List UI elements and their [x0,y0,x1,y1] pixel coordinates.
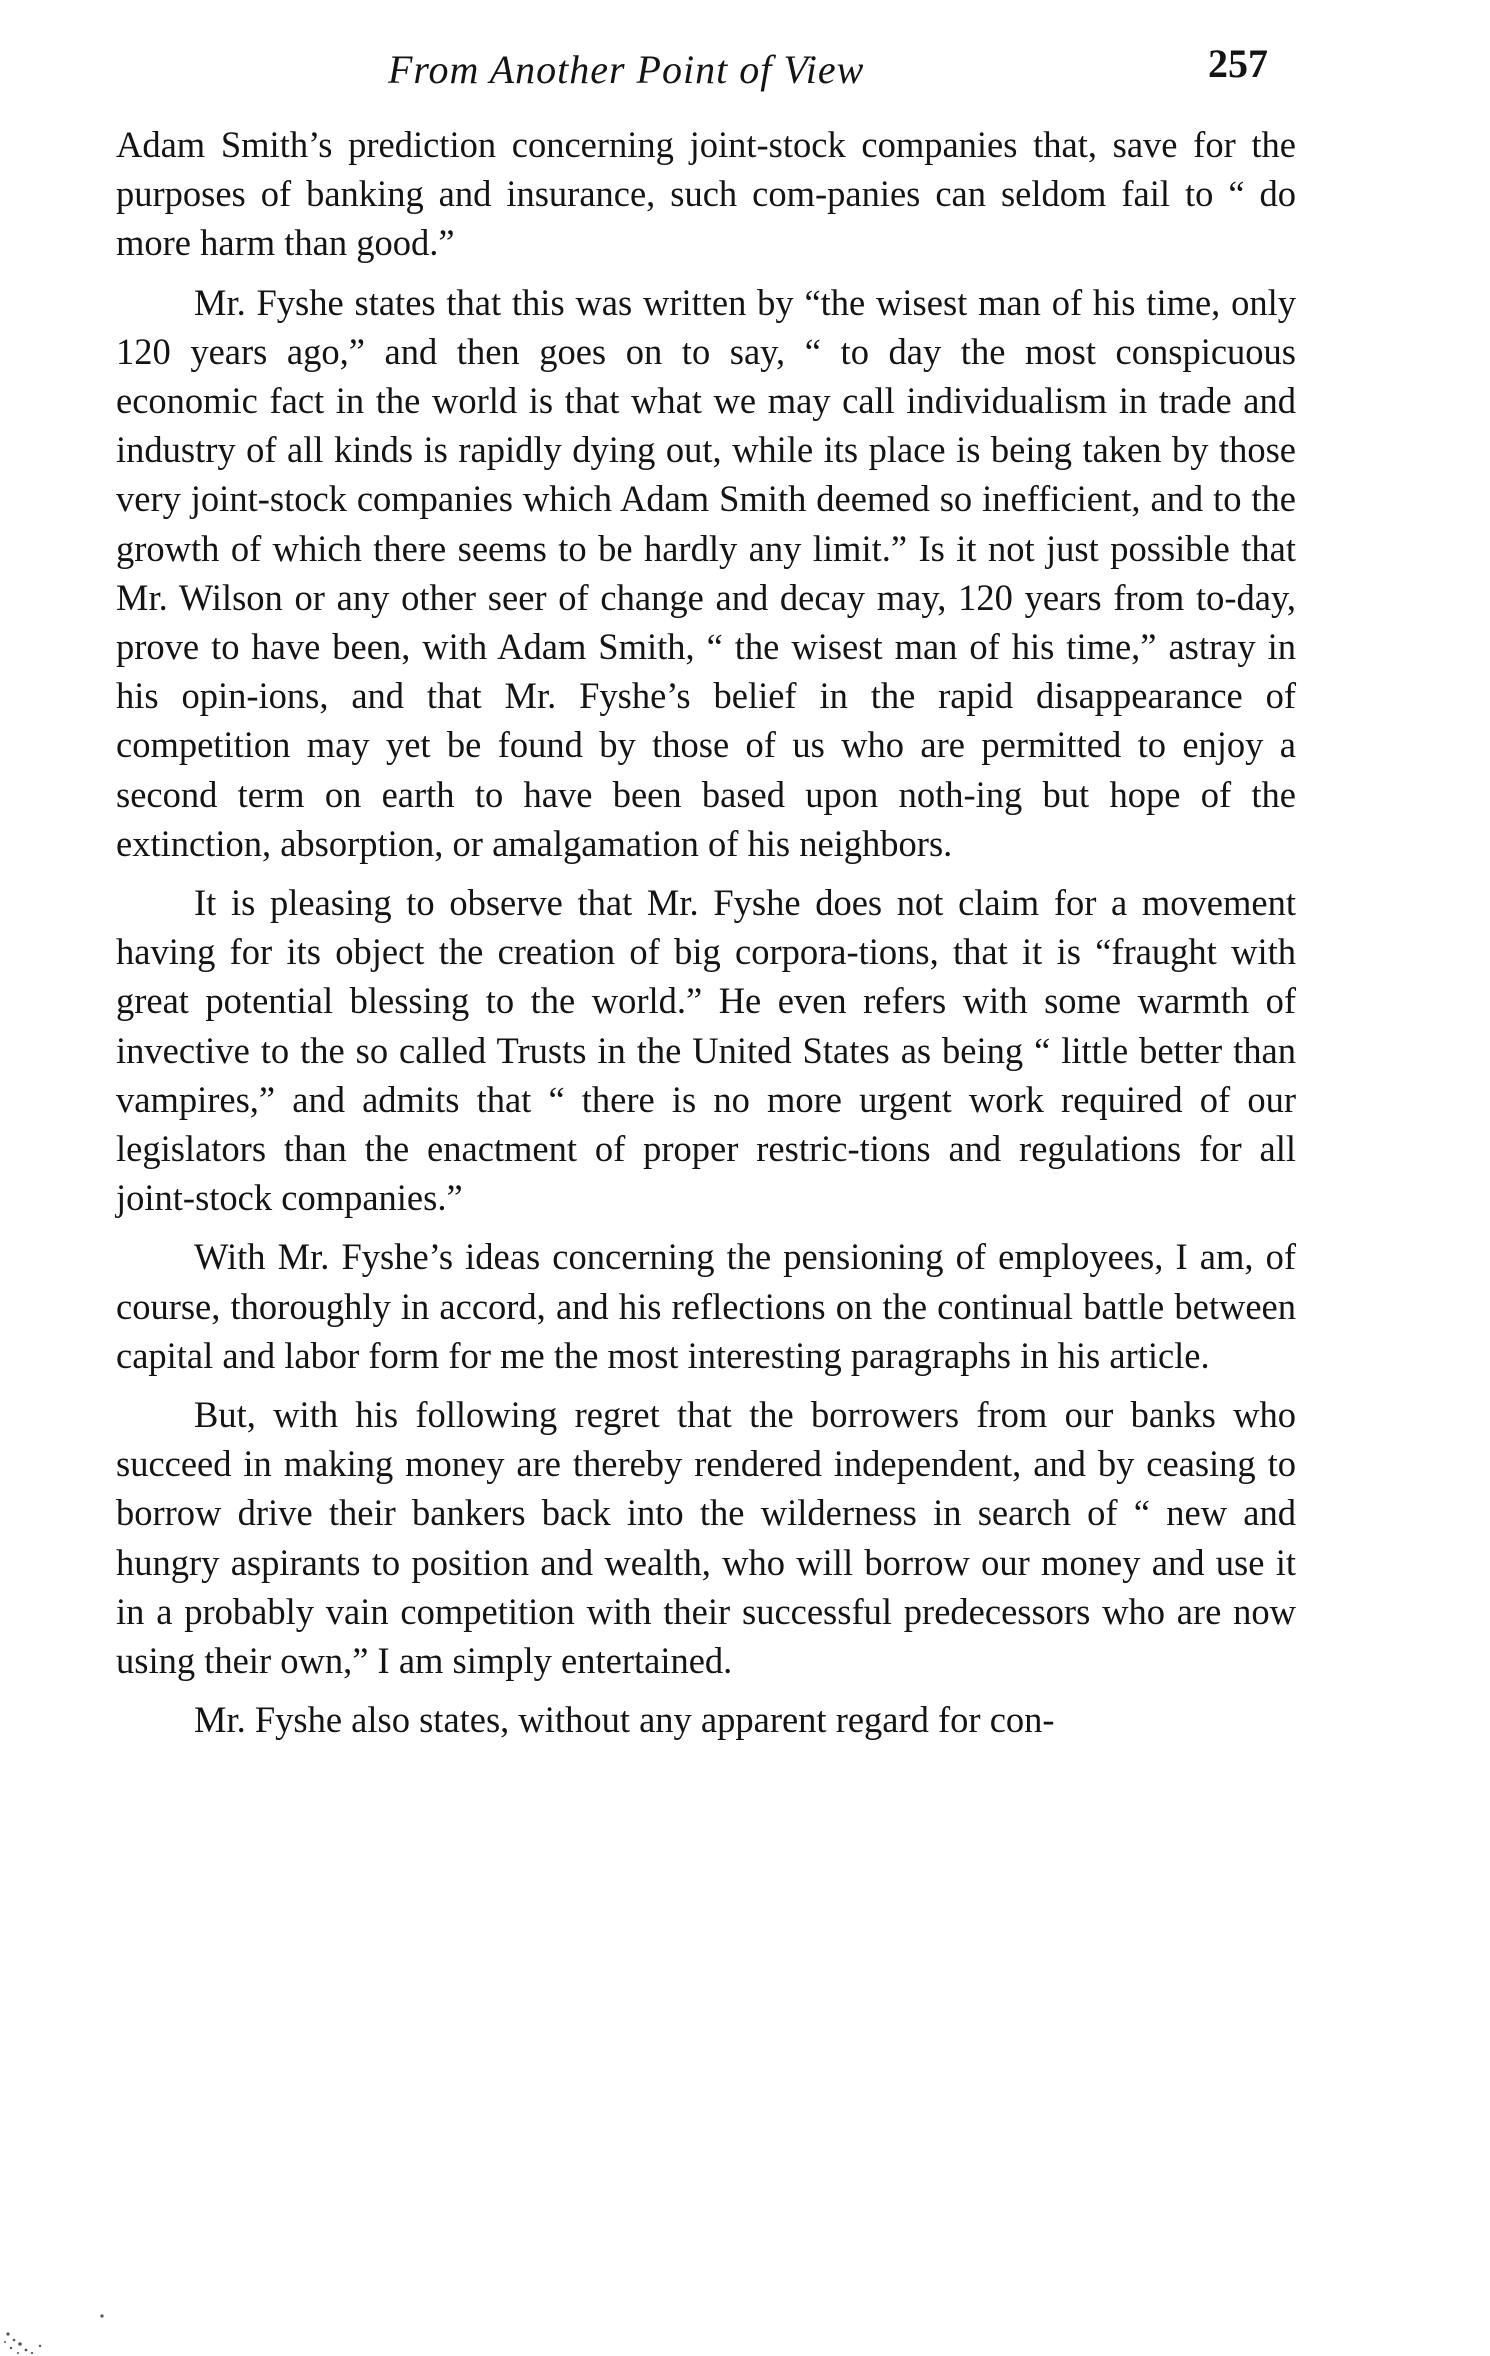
paragraph-5: But, with his following regret that the borrowers from our banks who succeed in making money are thereby rendered independent, and by ceasing to borrow drive their bankers back into the wilderness in search of “ new and hungry aspirants to position and wealth, who will borrow our money and use it in a probably vain competition with their successful predecessors who are now using their own,” I am simply entertained. [116,1394,1296,1682]
paragraph-4: With Mr. Fyshe’s ideas concerning the pensioning of employees, I am, of course, thoroughly in accord, and his reflections on the continual battle between capital and labor form for me the most interesting paragraphs in his article. [116,1236,1296,1376]
running-head [118,40,1268,100]
paragraph-3: It is pleasing to observe that Mr. Fyshe does not claim for a movement having for its object the creation of big corpora-tions, that it is “fraught with great potential blessing to the world.” He even refers with some warmth of invective to the so called Trusts in the United States as being “ little better than vampires,” and admits that “ there is no more urgent work required of our legislators than the enactment of proper restric-tions and regulations for all joint-stock companies.” [116,882,1296,1219]
paragraph-2: Mr. Fyshe states that this was written by “the wisest man of his time, only 120 years ago,” and then goes on to say, “ to day the most conspicuous economic fact in the world is that what we may call individualism in trade and industry of all kinds is rapidly dying out, while its place is being taken by those very joint-stock companies which Adam Smith deemed so inefficient, and to the growth of which there seems to be hardly any limit.” Is it not just possible that Mr. Wilson or any other seer of change and decay may, 120 years from to-day, prove to have been, with Adam Smith, “ the wisest man of his time,” astray in his opin-ions, and that Mr. Fyshe’s belief in the rapid disappearance of competition may yet be found by those of us who are permitted to enjoy a second term on earth to have been based upon noth-ing but hope of the extinction, absorption, or amalgamation of his neighbors. [116,281,1296,864]
paragraph-1: Adam Smith’s prediction concerning joint-stock companies that, save for the purposes of banking and insurance, such com-panies can seldom fail to “ do more harm than good.” [116,124,1296,264]
scan-edge-mark [0,2216,110,2356]
body-text [116,120,1296,1755]
page-number: 257 [1208,41,1268,86]
running-title: From Another Point of View [388,47,865,92]
paragraph-6: Mr. Fyshe also states, without any apparent regard for con- [194,1699,1055,1741]
